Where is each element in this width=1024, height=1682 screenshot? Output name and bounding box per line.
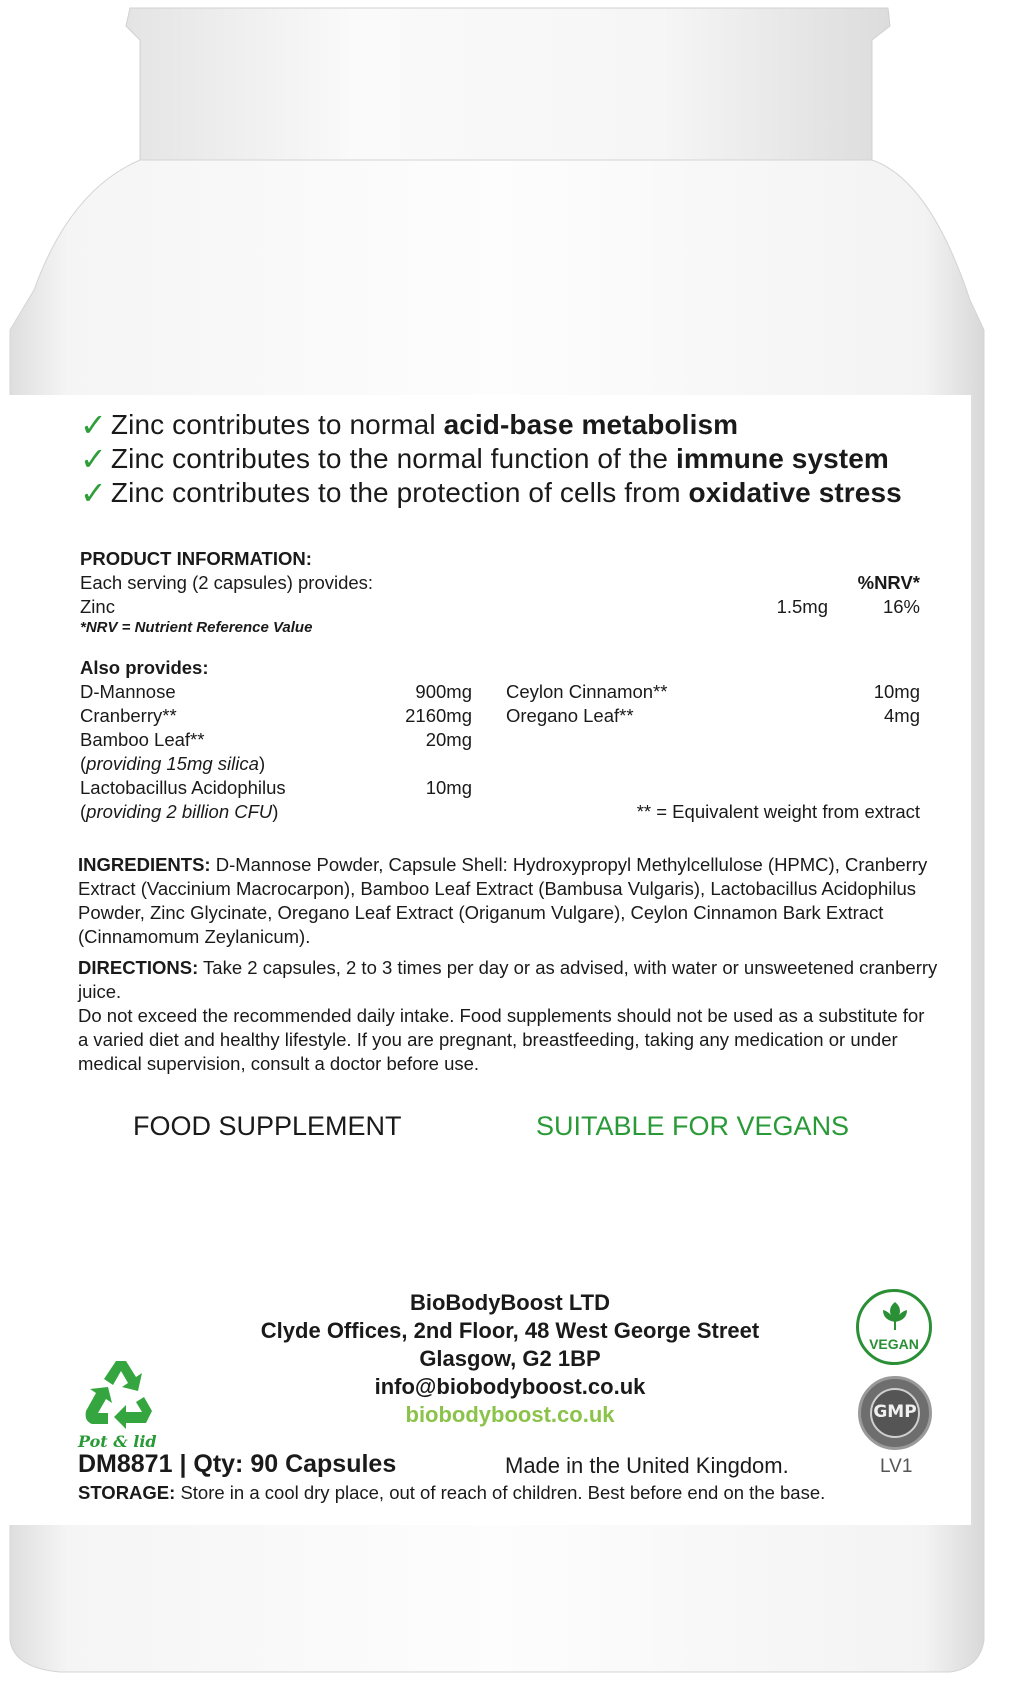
checkmark-icon: ✓ [80, 475, 107, 511]
gmp-badge-text: GMP [873, 1402, 917, 1422]
ingredient-amount: 10mg [873, 681, 920, 702]
claim-bold: oxidative stress [688, 477, 902, 508]
claim-text: Zinc contributes to the protection of cells from [110, 477, 681, 508]
storage-text: Store in a cool dry place, out of reach of children. Best before end on the base. [175, 1482, 826, 1503]
bottle-lid [126, 8, 890, 175]
claim-item [80, 408, 902, 442]
directions-block [78, 956, 938, 1004]
bamboo-note: (providing 15mg silica) [80, 753, 266, 774]
ingredient-amount: 4mg [884, 705, 920, 726]
claim-text: Zinc contributes to the normal function of the [110, 443, 669, 474]
product-info-heading: PRODUCT INFORMATION: [80, 548, 312, 569]
ingredients-text: D-Mannose Powder, Capsule Shell: Hydroxypropyl Methylcellulose (HPMC), Cranberry Extract (Vaccinium Macrocarpon), Bamboo Leaf Extract (Bambusa Vulgaris), Lactobacillus Acidophilus Powder, Zinc Glycinate, Oregano Leaf Extract (Origanum Vulgare), Ceylon Cinnamon Bark Extract (Cinnamomum Zeylanicum). [78, 854, 928, 947]
bamboo-note-text: providing 15mg silica [86, 753, 259, 774]
ingredient-amount: 10mg [425, 777, 472, 798]
label-version: LV1 [880, 1456, 913, 1477]
leaf-icon [881, 1300, 909, 1332]
claim-item [80, 476, 902, 510]
lacto-note: (providing 2 billion CFU) [80, 801, 279, 822]
ingredient-name: Lactobacillus Acidophilus [80, 777, 286, 798]
nutrient-name: Zinc [80, 596, 115, 617]
claim-text: Zinc contributes to normal [110, 409, 436, 440]
ingredient-name: Ceylon Cinnamon** [506, 681, 668, 702]
company-address-line2: Glasgow, G2 1BP [419, 1346, 601, 1371]
company-email[interactable]: info@biobodyboost.co.uk [374, 1374, 646, 1399]
health-claims [80, 408, 902, 510]
nutrient-nrv: 16% [882, 596, 920, 617]
claim-bold: immune system [675, 443, 889, 474]
nrv-header: %NRV* [857, 572, 920, 593]
gmp-badge [858, 1376, 932, 1450]
directions-text: Take 2 capsules, 2 to 3 times per day or as advised, with water or unsweetened cranberry juice. [78, 957, 938, 1002]
nrv-note: *NRV = Nutrient Reference Value [80, 619, 313, 636]
ingredients-block [78, 853, 938, 949]
vegan-suitability-label: SUITABLE FOR VEGANS [536, 1111, 850, 1141]
ingredients-label: INGREDIENTS: [78, 854, 211, 875]
ingredient-amount: 2160mg [405, 705, 472, 726]
made-in: Made in the United Kingdom. [505, 1453, 789, 1478]
food-supplement-label: FOOD SUPPLEMENT [133, 1111, 402, 1141]
company-website[interactable]: biobodyboost.co.uk [405, 1402, 615, 1427]
company-address-line1: Clyde Offices, 2nd Floor, 48 West George Street [260, 1318, 760, 1343]
checkmark-icon: ✓ [80, 407, 107, 443]
nutrient-amount: 1.5mg [776, 596, 828, 617]
extract-footnote: ** = Equivalent weight from extract [636, 801, 920, 822]
storage-line [78, 1481, 825, 1505]
company-name: BioBodyBoost LTD [409, 1290, 610, 1315]
ingredient-name: Bamboo Leaf** [80, 729, 205, 750]
recycle-icon [78, 1357, 158, 1435]
ingredient-amount: 900mg [415, 681, 472, 702]
claim-bold: acid-base metabolism [443, 409, 739, 440]
vegan-badge-text: VEGAN [869, 1336, 919, 1352]
recycle-label: Pot & lid [78, 1432, 157, 1451]
checkmark-icon: ✓ [80, 441, 107, 477]
ingredient-name: Cranberry** [80, 705, 177, 726]
serving-text: Each serving (2 capsules) provides: [80, 572, 374, 593]
ingredient-amount: 20mg [425, 729, 472, 750]
product-code: DM8871 | Qty: 90 Capsules [78, 1450, 397, 1478]
directions-warning: Do not exceed the recommended daily intake. Food supplements should not be used as a substitute for a varied diet and healthy lifestyle. If you are pregnant, breastfeeding, taking any medication or under medical supervision, consult a doctor before use. [78, 1005, 925, 1074]
ingredient-name: D-Mannose [80, 681, 176, 702]
also-provides-heading: Also provides: [80, 657, 209, 678]
claim-item [80, 442, 902, 476]
directions-label: DIRECTIONS: [78, 957, 199, 978]
lacto-note-text: providing 2 billion CFU [86, 801, 273, 822]
storage-label: STORAGE: [78, 1482, 176, 1503]
ingredient-name: Oregano Leaf** [506, 705, 634, 726]
vegan-badge [856, 1289, 932, 1365]
